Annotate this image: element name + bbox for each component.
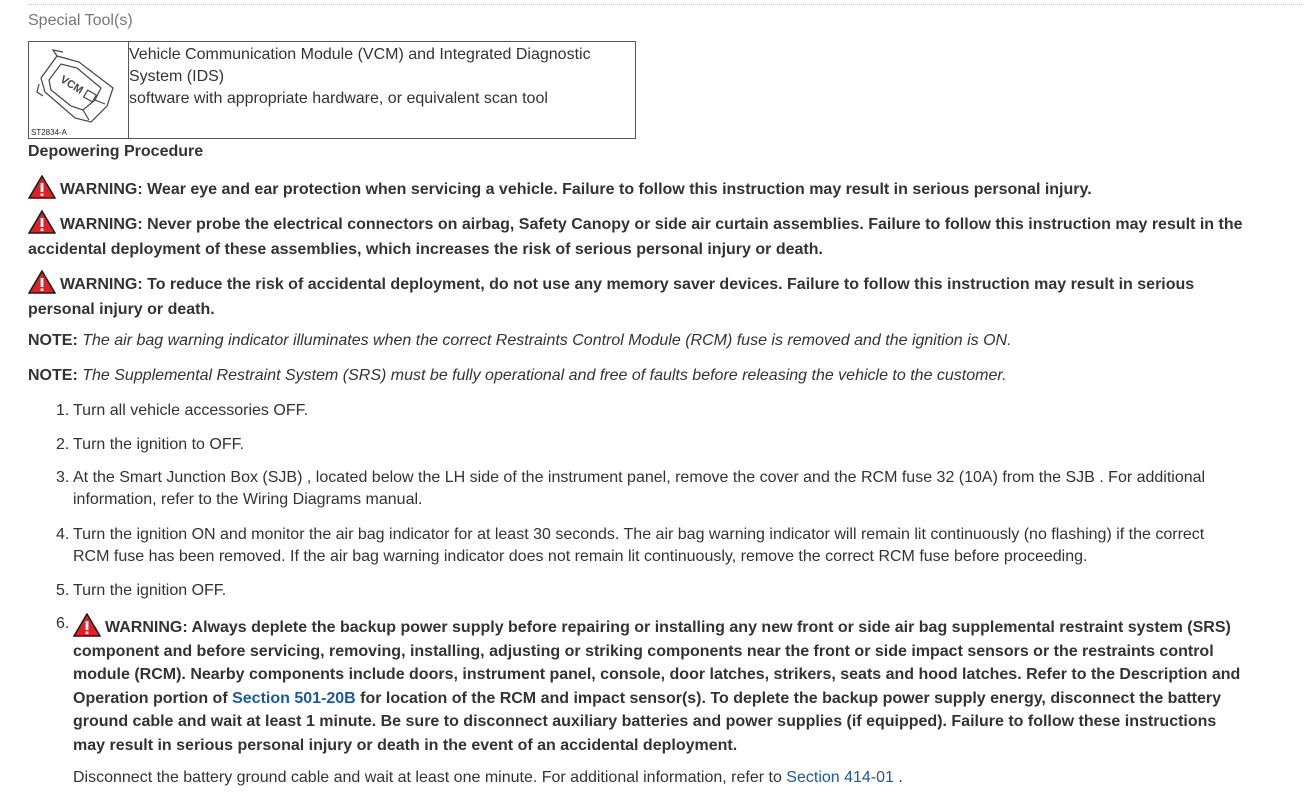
step-3-number: 3. xyxy=(56,469,70,486)
step-6-number: 6. xyxy=(56,615,70,632)
step-1-text: Turn all vehicle accessories OFF. xyxy=(73,402,309,419)
warning-1-text: WARNING: Wear eye and ear protection when servicing a vehicle. Failure to follow this instruction may result in serious personal injury. xyxy=(60,181,1092,198)
step-6 xyxy=(56,613,1246,758)
note-1-label: NOTE: xyxy=(28,332,78,349)
step-2-text: Turn the ignition to OFF. xyxy=(73,436,245,453)
step-6-warning xyxy=(73,613,1246,758)
tool-name-line1: Vehicle Communication Module (VCM) and Integrated Diagnostic xyxy=(129,46,591,63)
step-5-number: 5. xyxy=(56,582,70,599)
tool-image-code: ST2834-A xyxy=(31,128,68,137)
tool-image-cell xyxy=(29,42,129,138)
svg-text:VCM: VCM xyxy=(57,73,85,97)
step-1-number: 1. xyxy=(56,402,70,419)
step-6-warning-text-a: WARNING: Always deplete the backup power supply before repairing or installing any new front or side air bag supplemental restraint system (SRS) component and before servicing, removing, installing, adjusting or striking components near the front or side impact sensors or the restraints control module (RCM). Nearby components include doors, instrument panel, console, door latches, strikers, seats and hood latches. Refer to the Description and Operation portion of xyxy=(73,619,1241,707)
step-4-number: 4. xyxy=(56,526,70,543)
section-501-20b-link[interactable]: Section 501-20B xyxy=(232,689,356,707)
step-4-text: Turn the ignition ON and monitor the air bag indicator for at least 30 seconds. The air bag warning indicator will remain lit continuously (no flashing) if the correct RCM fuse has been removed. If the air bag warning indicator does not remain lit continuously, remove the correct RCM fuse before proceeding. xyxy=(73,526,1205,565)
special-tools-title: Special Tool(s) xyxy=(28,12,133,29)
note-1-text: The air bag warning indicator illuminates when the correct Restraints Control Module (RCM) fuse is removed and the ignition is ON. xyxy=(82,332,1012,349)
note-2 xyxy=(28,365,1268,387)
step-2 xyxy=(56,434,1246,456)
note-2-label: NOTE: xyxy=(28,367,78,384)
tool-description xyxy=(129,42,635,138)
step-6-sub-paragraph xyxy=(73,767,903,789)
step-5-text: Turn the ignition OFF. xyxy=(73,582,227,599)
warning-triangle-icon xyxy=(73,613,101,637)
warning-triangle-icon xyxy=(28,210,56,234)
step-3 xyxy=(56,467,1246,511)
warning-2-text: WARNING: Never probe the electrical connectors on airbag, Safety Canopy or side air curtain assemblies. Failure to follow this instruction may result in the accidental deployment of these assemblies, which increases the risk of serious personal injury or death. xyxy=(28,216,1243,258)
warning-triangle-icon xyxy=(28,270,56,294)
step-2-number: 2. xyxy=(56,436,70,453)
top-divider xyxy=(28,4,1304,5)
note-1 xyxy=(28,330,1268,352)
step-5 xyxy=(56,580,1246,602)
step-6-sub-text-a: Disconnect the battery ground cable and wait at least one minute. For additional information, refer to xyxy=(73,769,787,786)
warning-2 xyxy=(28,210,1248,262)
tool-name-line3: software with appropriate hardware, or equivalent scan tool xyxy=(129,90,548,107)
vcm-module-icon xyxy=(35,48,123,128)
step-3-text: At the Smart Junction Box (SJB) , located below the LH side of the instrument panel, remove the cover and the RCM fuse 32 (10A) from the SJB . For additional information, refer to the Wiring Diagrams manual. xyxy=(73,469,1206,508)
special-tools-table xyxy=(28,41,636,139)
warning-3-text: WARNING: To reduce the risk of accidental deployment, do not use any memory saver devices. Failure to follow this instruction may result in serious personal injury or death. xyxy=(28,276,1195,318)
procedure-title: Depowering Procedure xyxy=(28,143,204,160)
warning-triangle-icon xyxy=(28,175,56,199)
step-4 xyxy=(56,524,1246,568)
note-2-text: The Supplemental Restraint System (SRS) must be fully operational and free of faults before releasing the vehicle to the customer. xyxy=(82,367,1007,384)
warning-3 xyxy=(28,270,1248,322)
section-414-01-link[interactable]: Section 414-01 xyxy=(786,769,894,786)
step-6-sub-text-b: . xyxy=(893,769,903,786)
tool-name-line2: System (IDS) xyxy=(129,68,225,85)
step-6-warning-text-b: for location of the RCM and impact sensor(s). To deplete the backup power supply energy, disconnect the battery ground cable and wait at least 1 minute. Be sure to disconnect auxiliary batteries and power supplies (if equipped). Failure to follow these instructions may result in serious personal injury or death in the event of an accidental deployment. xyxy=(73,689,1222,754)
step-1 xyxy=(56,400,1246,422)
warning-1 xyxy=(28,175,1248,202)
